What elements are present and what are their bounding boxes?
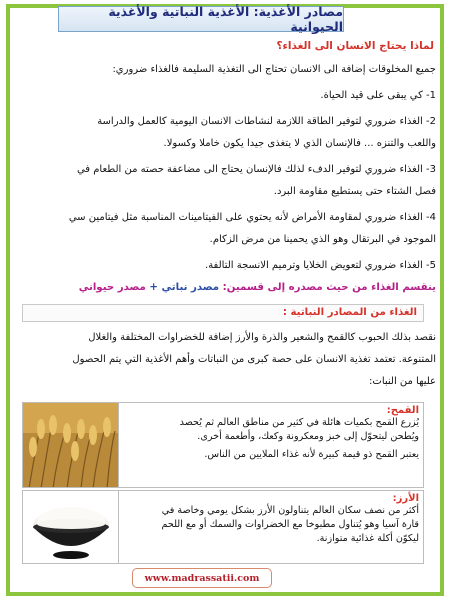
reason-1: 1- كي يبقى على قيد الحياة.	[320, 90, 436, 101]
wheat-title: القمح:	[386, 405, 419, 416]
wheat-line-2: ويُطحن ليتحوّل إلى خبز ومعكرونة وكعك، وأطعمة أخرى.	[197, 430, 419, 442]
plus-sign: +	[149, 282, 158, 293]
wheat-image	[23, 403, 119, 487]
classification-lead: ينقسم الغذاء من حيث مصدره إلى قسمين:	[222, 282, 436, 293]
plant-section-heading: الغذاء من المصادر النباتية :	[282, 307, 417, 318]
page-title: مصادر الأغذية: الأغذية النباتية والأغذية الحيوانية	[108, 4, 343, 34]
intro-text: جميع المخلوقات إضافة الى الانسان تحتاج الى التغذية السليمة فالغذاء ضروري:	[112, 64, 436, 75]
rice-image	[23, 491, 119, 563]
reason-2-line-2: واللعب والتنزه ... فالإنسان الذي لا يتغذى جيدا يكون خاملا وكسولا.	[163, 138, 436, 149]
reason-3-line-2: فصل الشتاء حتى يستطيع مقاومة البرد.	[273, 186, 436, 197]
wheat-cell	[22, 402, 424, 488]
rice-title: الأرز:	[392, 493, 419, 504]
rice-cell	[22, 490, 424, 564]
reason-4-line-1: 4- الغذاء ضروري لمقاومة الأمراض لأنه يحتوي على الفيتامينات المناسبة مثل فيتامين سي	[68, 212, 436, 223]
reason-2-line-1: 2- الغذاء ضروري لتوفير الطاقة اللازمة لنشاطات الانسان اليومية كالعمل والدراسة	[97, 116, 436, 127]
classification-line	[26, 282, 436, 293]
website-link[interactable]: www.madrassatii.com	[144, 572, 260, 584]
question-heading: لماذا يحتاج الانسان الى الغذاء؟	[276, 40, 434, 52]
reason-5: 5- الغذاء ضروري لتعويض الخلايا وترميم الانسجة التالفة.	[205, 260, 436, 271]
animal-source-label: مصدر حيواني	[78, 282, 146, 293]
wheat-text	[123, 405, 419, 462]
plant-source-label: مصدر نباتي	[161, 282, 220, 293]
plant-text-line-2: المتنوعة. تعتمد تغذية الانسان على حصة كبرى من النباتات وأهم الأغذية التي يتم الحصول	[72, 354, 436, 365]
website-badge[interactable]	[132, 568, 272, 588]
reason-4-line-2: الموجود في البرتقال وهو الذي يحمينا من مرض الزكام.	[209, 234, 436, 245]
rice-text	[123, 493, 419, 546]
plant-text-line-3: عليها من النبات:	[369, 376, 436, 387]
rice-line-2: قارة آسيا وهو يُتناول مطبوخا مع الخضراوات والسمك أو مع اللحم	[161, 518, 419, 530]
reason-3-line-1: 3- الغذاء ضروري لتوفير الدفء لذلك فالإنسان يحتاج الى مضاعفة حصته من الطعام في	[76, 164, 436, 175]
plant-text-line-1: نقصد بذلك الحبوب كالقمح والشعير والذرة والأرز إضافة للخضراوات المختلفة والغلال	[88, 332, 436, 343]
wheat-line-3: يعتبر القمح ذو قيمة كبيرة لأنه غذاء الملايين من الناس.	[204, 448, 419, 460]
rice-line-1: أكثر من نصف سكان العالم يتناولون الأرز بشكل يومي وخاصة في	[161, 505, 419, 516]
title-box	[58, 6, 344, 32]
rice-line-3: ليكوّن أكلة غذائية متوازنة.	[316, 532, 419, 544]
wheat-line-1: يُزرع القمح بكميات هائلة في كثير من مناطق العالم ثم يُحصد	[179, 417, 419, 428]
plant-heading-box	[22, 304, 424, 322]
